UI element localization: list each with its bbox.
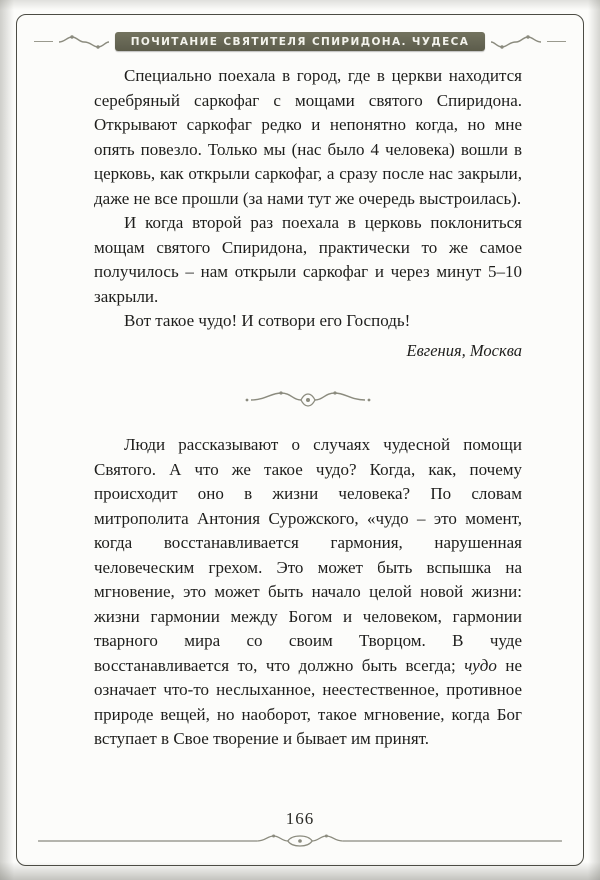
section-divider-ornament-icon xyxy=(94,388,522,412)
text-run: не означает что-то неслыханное, неестественное, противное природе вещей, но наоборот, такое мгновение, когда Бог вступает в Свое творение и бывает им принят. xyxy=(94,655,522,748)
testimonial-paragraph: Специально поехала в город, где в церкви находится серебряный саркофаг с мощами святого Спиридона. Открывают саркофаг редко и непонятно когда, но мне опять повезло. Только мы (нас было 4 человека) вошли в церковь, как открыли саркофаг, а сразу после нас закрыли, даже не все прошли (за нами тут же очередь выстроилась). xyxy=(94,66,522,208)
section-paragraph xyxy=(94,433,522,752)
page-footer xyxy=(36,809,564,850)
page-number: 166 xyxy=(285,809,315,828)
emphasis-run: чудо xyxy=(464,655,497,675)
testimonial-signature: Евгения, Москва xyxy=(406,340,522,360)
header-flourish-right-icon xyxy=(490,34,542,50)
footer-ornament-icon xyxy=(36,832,564,850)
page-body xyxy=(94,64,522,752)
chapter-title: ПОЧИТАНИЕ СВЯТИТЕЛЯ СПИРИДОНА. ЧУДЕСА xyxy=(115,32,486,51)
testimonial-paragraph: Вот такое чудо! И сотвори его Господь! xyxy=(124,311,411,330)
header-flourish-left-icon xyxy=(58,34,110,50)
header-rule-left xyxy=(34,41,53,42)
text-run: Люди рассказывают о случаях чудесной помощи Святого. А что же такое чудо? Когда, как, почему происходит оно в жизни человека? По словам митрополита Антония Сурожского, «чудо – это момент, когда восстанавливается гармония, нарушенная человеческим грехом. Это может быть вспышка на мгновение, это может быть начало целой новой жизни: жизни гармонии между Богом и человеком, гармонии тварного мира со своим Творцом. В чуде восстанавливается то, что должно быть всегда; xyxy=(94,435,522,675)
header-rule-right xyxy=(547,41,566,42)
testimonial-paragraph: И когда второй раз поехала в церковь поклониться мощам святого Спиридона, практически то же самое получилось – нам открыли саркофаг и через минут 5–10 закрыли. xyxy=(94,213,522,306)
running-header xyxy=(34,32,566,51)
